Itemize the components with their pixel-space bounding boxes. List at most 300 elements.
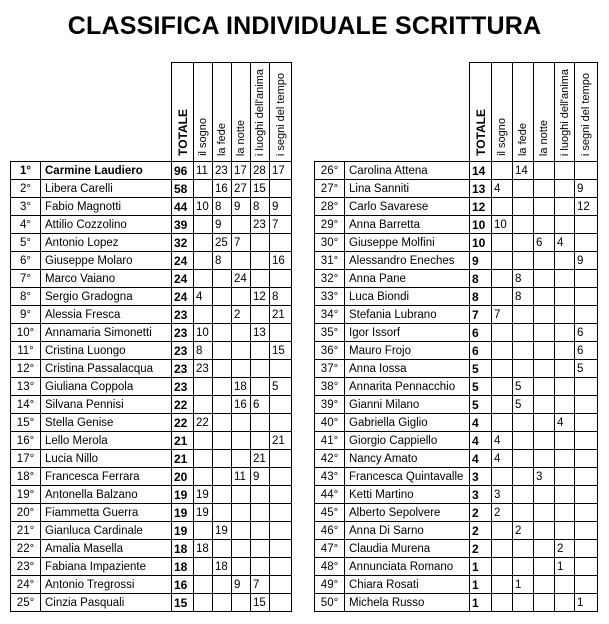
score-cell [534, 594, 555, 612]
total-cell: 5 [470, 396, 492, 414]
name-cell: Alessia Fresca [41, 306, 172, 324]
score-cell [270, 576, 292, 594]
page-title: CLASSIFICA INDIVIDUALE SCRITTURA [67, 12, 542, 40]
score-cell [555, 288, 575, 306]
score-cell: 6 [534, 234, 555, 252]
total-cell: 19 [172, 504, 194, 522]
rank-cell: 30° [315, 234, 345, 252]
name-cell: Fiammetta Guerra [41, 504, 172, 522]
score-cell [270, 450, 292, 468]
name-cell: Michela Russo [345, 594, 470, 612]
total-cell: 32 [172, 234, 194, 252]
score-cell [251, 378, 270, 396]
rank-cell: 40° [315, 414, 345, 432]
total-cell: 44 [172, 198, 194, 216]
score-cell [555, 162, 575, 180]
name-cell: Antonio Lopez [41, 234, 172, 252]
score-cell [555, 576, 575, 594]
name-cell: Anna Barretta [345, 216, 470, 234]
table-row [11, 504, 292, 522]
score-cell [555, 306, 575, 324]
name-cell: Igor Issorf [345, 324, 470, 342]
score-cell [213, 540, 232, 558]
total-cell: 14 [470, 162, 492, 180]
total-cell: 23 [172, 360, 194, 378]
table-row [315, 234, 598, 252]
rank-cell: 41° [315, 432, 345, 450]
name-cell: Claudia Murena [345, 540, 470, 558]
rank-cell: 37° [315, 360, 345, 378]
total-cell: 12 [470, 198, 492, 216]
score-cell [492, 288, 513, 306]
name-cell: Annamaria Simonetti [41, 324, 172, 342]
score-cell [575, 576, 598, 594]
rank-cell: 18° [11, 468, 41, 486]
score-cell [555, 522, 575, 540]
rank-cell: 26° [315, 162, 345, 180]
score-cell: 3 [492, 486, 513, 504]
score-cell: 18 [232, 378, 251, 396]
total-cell: 1 [470, 576, 492, 594]
table-row [11, 468, 292, 486]
score-cell [575, 540, 598, 558]
score-cell [232, 432, 251, 450]
score-cell: 9 [575, 180, 598, 198]
total-cell: 39 [172, 216, 194, 234]
score-cell: 10 [492, 216, 513, 234]
name-cell: Annunciata Romano [345, 558, 470, 576]
rank-cell: 39° [315, 396, 345, 414]
score-cell [555, 486, 575, 504]
table-row [315, 396, 598, 414]
total-cell: 7 [470, 306, 492, 324]
rank-cell: 17° [11, 450, 41, 468]
score-cell: 25 [213, 234, 232, 252]
score-cell [270, 270, 292, 288]
name-cell: Gabriella Giglio [345, 414, 470, 432]
rank-cell: 25° [11, 594, 41, 612]
rank-cell: 47° [315, 540, 345, 558]
score-cell [232, 594, 251, 612]
name-cell: Fabiana Impaziente [41, 558, 172, 576]
score-cell [534, 540, 555, 558]
score-cell [213, 306, 232, 324]
rank-cell: 3° [11, 198, 41, 216]
table-row [11, 252, 292, 270]
column-header [251, 63, 270, 162]
score-cell [232, 324, 251, 342]
rank-cell: 10° [11, 324, 41, 342]
score-cell [270, 360, 292, 378]
name-cell: Sergio Gradogna [41, 288, 172, 306]
name-cell: Alessandro Eneches [345, 252, 470, 270]
score-cell [575, 522, 598, 540]
table-row [11, 378, 292, 396]
score-cell: 8 [213, 252, 232, 270]
column-header [534, 63, 555, 162]
table-row [315, 468, 598, 486]
table-row [11, 324, 292, 342]
score-cell: 21 [270, 432, 292, 450]
total-cell: 58 [172, 180, 194, 198]
total-cell: 23 [172, 342, 194, 360]
column-header-label: i segni del tempo [580, 72, 592, 156]
column-header [470, 63, 492, 162]
score-cell [534, 360, 555, 378]
table-row [315, 558, 598, 576]
score-cell [513, 432, 534, 450]
column-header-label: la fede [216, 122, 228, 156]
score-cell [270, 504, 292, 522]
score-cell [251, 558, 270, 576]
score-cell [513, 234, 534, 252]
score-cell [534, 396, 555, 414]
table-row [315, 288, 598, 306]
table-row [315, 414, 598, 432]
name-cell: Mauro Frojo [345, 342, 470, 360]
score-cell: 4 [555, 234, 575, 252]
score-cell [575, 306, 598, 324]
score-cell [492, 396, 513, 414]
score-cell [194, 432, 213, 450]
score-cell [213, 396, 232, 414]
name-cell: Lina Sanniti [345, 180, 470, 198]
score-cell: 1 [555, 558, 575, 576]
total-cell: 4 [470, 414, 492, 432]
score-cell [575, 414, 598, 432]
score-cell [513, 468, 534, 486]
score-cell: 8 [513, 288, 534, 306]
column-header-label: i segni del tempo [274, 72, 287, 156]
score-cell: 28 [251, 162, 270, 180]
name-cell: Gianluca Cardinale [41, 522, 172, 540]
score-cell [194, 234, 213, 252]
score-cell [232, 414, 251, 432]
score-cell [534, 270, 555, 288]
score-cell: 12 [575, 198, 598, 216]
score-cell [575, 234, 598, 252]
score-cell [575, 468, 598, 486]
score-cell [194, 270, 213, 288]
score-cell [213, 288, 232, 306]
table-row [11, 558, 292, 576]
score-cell [270, 594, 292, 612]
name-cell: Luca Biondi [345, 288, 470, 306]
score-cell: 9 [213, 216, 232, 234]
score-cell: 9 [232, 576, 251, 594]
name-cell: Cristina Luongo [41, 342, 172, 360]
table-row [11, 306, 292, 324]
name-cell: Anna Pane [345, 270, 470, 288]
score-cell [555, 198, 575, 216]
score-cell: 4 [492, 432, 513, 450]
name-cell: Giuseppe Molfini [345, 234, 470, 252]
name-cell: Antonio Tregrossi [41, 576, 172, 594]
score-cell [270, 414, 292, 432]
score-cell [513, 360, 534, 378]
score-cell [534, 306, 555, 324]
rank-cell: 33° [315, 288, 345, 306]
score-cell [213, 594, 232, 612]
table-row [11, 162, 292, 180]
table-row [315, 162, 598, 180]
table-row [315, 270, 598, 288]
score-cell [492, 360, 513, 378]
score-cell [492, 342, 513, 360]
score-cell [534, 486, 555, 504]
score-cell [555, 396, 575, 414]
rank-cell: 20° [11, 504, 41, 522]
score-cell: 19 [213, 522, 232, 540]
score-cell [575, 162, 598, 180]
rank-cell: 5° [11, 234, 41, 252]
rank-cell: 9° [11, 306, 41, 324]
rank-cell: 19° [11, 486, 41, 504]
score-cell [232, 450, 251, 468]
score-cell [213, 342, 232, 360]
name-cell: Silvana Pennisi [41, 396, 172, 414]
column-header [575, 63, 598, 162]
score-cell: 8 [513, 270, 534, 288]
score-cell [270, 522, 292, 540]
total-cell: 22 [172, 414, 194, 432]
score-cell: 13 [251, 324, 270, 342]
score-cell [492, 234, 513, 252]
total-cell: 15 [172, 594, 194, 612]
score-cell [194, 594, 213, 612]
score-cell [492, 378, 513, 396]
name-cell: Francesca Ferrara [41, 468, 172, 486]
total-cell: 18 [172, 558, 194, 576]
name-cell: Amalia Masella [41, 540, 172, 558]
total-cell: 9 [470, 252, 492, 270]
total-cell: 10 [470, 216, 492, 234]
table-row [11, 522, 292, 540]
score-cell [251, 522, 270, 540]
total-cell: 2 [470, 540, 492, 558]
rank-cell: 32° [315, 270, 345, 288]
score-cell [492, 558, 513, 576]
score-cell: 23 [213, 162, 232, 180]
table-row [315, 360, 598, 378]
rank-cell: 35° [315, 324, 345, 342]
score-cell: 9 [251, 468, 270, 486]
score-cell [575, 432, 598, 450]
score-cell [270, 324, 292, 342]
table-row [315, 342, 598, 360]
score-cell [232, 252, 251, 270]
rank-cell: 28° [315, 198, 345, 216]
score-cell: 10 [194, 324, 213, 342]
score-cell [213, 504, 232, 522]
table-row [11, 414, 292, 432]
name-cell: Anna Di Sarno [345, 522, 470, 540]
score-cell [194, 522, 213, 540]
score-cell [534, 198, 555, 216]
total-cell: 13 [470, 180, 492, 198]
score-cell [194, 468, 213, 486]
table-row [11, 576, 292, 594]
ranking-table-right [314, 62, 598, 612]
score-cell [270, 468, 292, 486]
score-cell [232, 288, 251, 306]
rank-cell: 45° [315, 504, 345, 522]
score-cell: 1 [513, 576, 534, 594]
column-header [555, 63, 575, 162]
table-row [315, 486, 598, 504]
score-cell [270, 558, 292, 576]
score-cell [213, 486, 232, 504]
column-header [172, 63, 194, 162]
score-cell: 3 [534, 468, 555, 486]
total-cell: 96 [172, 162, 194, 180]
score-cell: 8 [213, 198, 232, 216]
total-cell: 2 [470, 504, 492, 522]
table-row [11, 540, 292, 558]
total-cell: 22 [172, 396, 194, 414]
total-cell: 5 [470, 378, 492, 396]
score-cell: 16 [232, 396, 251, 414]
name-cell: Libera Carelli [41, 180, 172, 198]
table-row [315, 216, 598, 234]
score-cell [232, 522, 251, 540]
name-cell: Cinzia Pasquali [41, 594, 172, 612]
score-cell: 10 [194, 198, 213, 216]
score-cell [492, 270, 513, 288]
table-row [11, 234, 292, 252]
ranking-table-left [10, 62, 292, 612]
rank-cell: 46° [315, 522, 345, 540]
table-row [315, 522, 598, 540]
total-cell: 3 [470, 486, 492, 504]
score-cell [492, 540, 513, 558]
name-cell: Marco Vaiano [41, 270, 172, 288]
rank-cell: 27° [315, 180, 345, 198]
name-cell: Giuliana Coppola [41, 378, 172, 396]
score-cell [492, 162, 513, 180]
score-cell [232, 504, 251, 522]
score-cell [534, 576, 555, 594]
score-cell [194, 252, 213, 270]
score-cell: 6 [575, 342, 598, 360]
total-cell: 19 [172, 486, 194, 504]
table-row [315, 576, 598, 594]
total-cell: 8 [470, 288, 492, 306]
score-cell [513, 342, 534, 360]
rank-cell: 31° [315, 252, 345, 270]
score-cell: 2 [232, 306, 251, 324]
score-cell [555, 378, 575, 396]
score-cell [213, 450, 232, 468]
table-row [11, 216, 292, 234]
score-cell [555, 468, 575, 486]
score-cell [232, 486, 251, 504]
total-cell: 5 [470, 360, 492, 378]
score-cell: 5 [513, 378, 534, 396]
score-cell [270, 180, 292, 198]
score-cell [232, 558, 251, 576]
total-cell: 18 [172, 540, 194, 558]
score-cell: 2 [492, 504, 513, 522]
name-cell: Chiara Rosati [345, 576, 470, 594]
score-cell [555, 180, 575, 198]
score-cell: 1 [575, 594, 598, 612]
rank-cell: 13° [11, 378, 41, 396]
column-header-label: la fede [517, 122, 529, 156]
score-cell [251, 270, 270, 288]
name-cell: Ketti Martino [345, 486, 470, 504]
column-header [213, 63, 232, 162]
score-cell [251, 306, 270, 324]
name-cell: Antonella Balzano [41, 486, 172, 504]
name-cell: Gianni Milano [345, 396, 470, 414]
column-header-label: la notte [538, 119, 550, 156]
score-cell [213, 468, 232, 486]
score-cell: 12 [251, 288, 270, 306]
score-cell [492, 324, 513, 342]
total-cell: 24 [172, 288, 194, 306]
score-cell [534, 216, 555, 234]
score-cell [575, 558, 598, 576]
score-cell [251, 342, 270, 360]
score-cell: 6 [575, 324, 598, 342]
score-cell [534, 504, 555, 522]
name-cell: Carlo Savarese [345, 198, 470, 216]
total-cell: 20 [172, 468, 194, 486]
table-row [315, 180, 598, 198]
score-cell [232, 360, 251, 378]
score-cell [213, 432, 232, 450]
score-cell [555, 342, 575, 360]
score-cell [270, 396, 292, 414]
score-cell [534, 324, 555, 342]
rank-cell: 2° [11, 180, 41, 198]
name-cell: Stella Genise [41, 414, 172, 432]
rank-cell: 14° [11, 396, 41, 414]
total-cell: 21 [172, 432, 194, 450]
column-header-label: i luoghi dell'anima [558, 68, 571, 156]
score-cell: 15 [270, 342, 292, 360]
score-cell [213, 576, 232, 594]
score-cell [251, 234, 270, 252]
table-row [315, 306, 598, 324]
score-cell: 23 [194, 360, 213, 378]
name-cell: Lucia Nillo [41, 450, 172, 468]
column-header [492, 63, 513, 162]
table-row [11, 360, 292, 378]
rank-cell: 36° [315, 342, 345, 360]
score-cell: 9 [575, 252, 598, 270]
rank-cell: 42° [315, 450, 345, 468]
table-row [11, 594, 292, 612]
table-row [315, 198, 598, 216]
total-cell: 10 [470, 234, 492, 252]
rank-cell: 21° [11, 522, 41, 540]
rank-cell: 16° [11, 432, 41, 450]
score-cell [492, 252, 513, 270]
name-cell: Francesca Quintavalle [345, 468, 470, 486]
table-row [315, 594, 598, 612]
score-cell: 7 [492, 306, 513, 324]
total-cell: 24 [172, 270, 194, 288]
score-cell: 4 [555, 414, 575, 432]
table-row [315, 378, 598, 396]
score-cell [213, 414, 232, 432]
rank-cell: 24° [11, 576, 41, 594]
score-cell [213, 324, 232, 342]
rank-cell: 38° [315, 378, 345, 396]
score-cell: 4 [492, 450, 513, 468]
